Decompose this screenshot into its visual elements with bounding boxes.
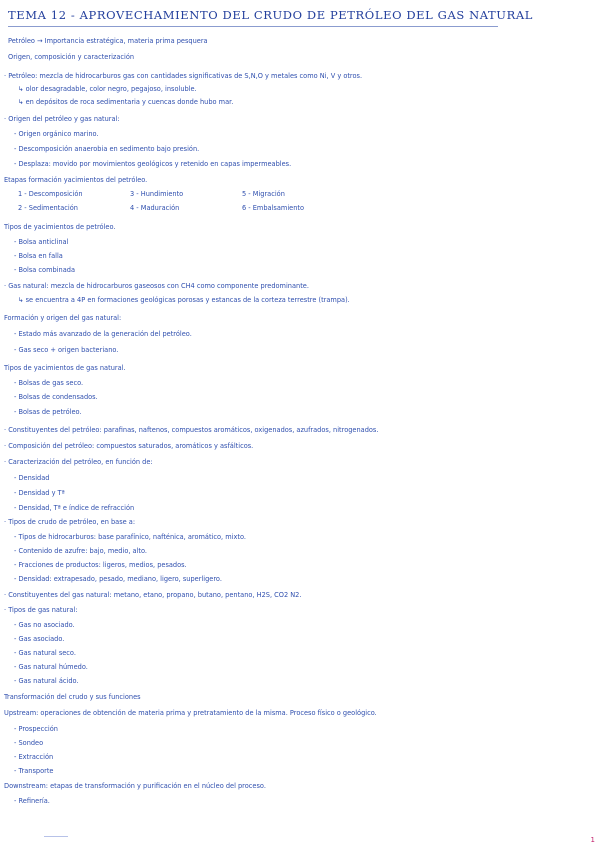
note-line: - Densidad y Tª (14, 489, 65, 497)
note-line: - Densidad, Tª e índice de refracción (14, 504, 135, 512)
note-line: - Gas asociado. (14, 635, 65, 643)
note-line: - Sondeo (14, 739, 44, 747)
note-line: - Desplaza: movido por movimientos geológicos y retenido en capas impermeables. (14, 160, 292, 168)
note-line: - Gas no asociado. (14, 621, 75, 629)
note-line: - Bolsas de condensados. (14, 393, 98, 401)
note-line: - Bolsa combinada (14, 266, 75, 274)
note-line: - Densidad: extrapesado, pesado, mediano, ligero, superligero. (14, 575, 222, 583)
note-line: Tipos de yacimientos de petróleo. (4, 223, 116, 231)
note-line: · Origen del petróleo y gas natural: (4, 115, 120, 123)
note-line: · Tipos de gas natural: (4, 606, 78, 614)
note-line: - Fracciones de productos: ligeros, medios, pesados. (14, 561, 187, 569)
note-line: Petróleo → Importancia estratégica, materia prima pesquera (8, 37, 208, 45)
note-line: · Constituyentes del petróleo: parafinas, naftenos, compuestos aromáticos, oxigenados, azufrados, nitrogenados. (4, 426, 379, 434)
page-number: 1 (590, 836, 595, 844)
note-line: Formación y origen del gas natural: (4, 314, 122, 322)
note-line: ↳ olor desagradable, color negro, pegajoso, insoluble. (18, 85, 197, 93)
note-line: - Estado más avanzado de la generación del petróleo. (14, 330, 192, 338)
note-line: · Tipos de crudo de petróleo, en base a: (4, 518, 136, 526)
stage-item: 3 - Hundimiento (130, 190, 184, 198)
stages-row (18, 191, 354, 198)
stage-item: 5 - Migración (242, 190, 285, 198)
note-line: - Gas natural seco. (14, 649, 76, 657)
page-title: TEMA 12 - APROVECHAMIENTO DEL CRUDO DE PETRÓLEO DEL GAS NATURAL (8, 8, 533, 22)
stage-item: 2 - Sedimentación (18, 204, 78, 212)
note-line: - Contenido de azufre: bajo, medio, alto. (14, 547, 148, 555)
note-line: - Extracción (14, 753, 54, 761)
section-heading: Origen, composición y caracterización (8, 53, 135, 61)
note-line: - Bolsas de petróleo. (14, 408, 82, 416)
note-line: Upstream: operaciones de obtención de materia prima y pretratamiento de la misma. Proceso físico o geológico. (4, 709, 377, 717)
note-line: - Gas natural húmedo. (14, 663, 88, 671)
note-line: - Origen orgánico marino. (14, 130, 99, 138)
stages-row (18, 205, 354, 212)
note-line: ↳ se encuentra a 4P en formaciones geológicas porosas y estancas de la corteza terrestre (trampa). (18, 296, 350, 304)
note-line: - Refinería. (14, 797, 50, 805)
note-line: · Composición del petróleo: compuestos saturados, aromáticos y asfálticos. (4, 442, 254, 450)
stage-item: 6 - Embalsamiento (242, 204, 304, 212)
stage-item: 1 - Descomposición (18, 190, 83, 198)
title-underline (8, 26, 498, 27)
note-line: · Constituyentes del gas natural: metano, etano, propano, butano, pentano, H2S, CO2 N2. (4, 591, 302, 599)
note-line: · Petróleo: mezcla de hidrocarburos gas con cantidades significativas de S,N,O y metales como Ni, V y otros. (4, 72, 363, 80)
note-line: - Gas seco + origen bacteriano. (14, 346, 119, 354)
note-line: Downstream: etapas de transformación y purificación en el núcleo del proceso. (4, 782, 266, 790)
note-line: - Bolsa en falla (14, 252, 63, 260)
stage-item: 4 - Maduración (130, 204, 180, 212)
bottom-mark (44, 836, 68, 843)
note-line: - Descomposición anaerobia en sedimento bajo presión. (14, 145, 200, 153)
note-line: - Transporte (14, 767, 54, 775)
note-line: - Densidad (14, 474, 50, 482)
note-line: - Prospección (14, 725, 58, 733)
note-line: · Caracterización del petróleo, en función de: (4, 458, 153, 466)
note-line: ↳ en depósitos de roca sedimentaria y cuencas donde hubo mar. (18, 98, 234, 106)
note-line: Etapas formación yacimientos del petróleo. (4, 176, 148, 184)
note-line: - Bolsa anticlinal (14, 238, 69, 246)
note-line: - Bolsas de gas seco. (14, 379, 84, 387)
note-line: - Gas natural ácido. (14, 677, 79, 685)
note-line: · Gas natural: mezcla de hidrocarburos gaseosos con CH4 como componente predominante. (4, 282, 309, 290)
section-heading: Transformación del crudo y sus funciones (4, 693, 141, 701)
note-line: Tipos de yacimientos de gas natural. (4, 364, 126, 372)
note-line: - Tipos de hidrocarburos: base parafínico, nafténica, aromático, mixto. (14, 533, 246, 541)
